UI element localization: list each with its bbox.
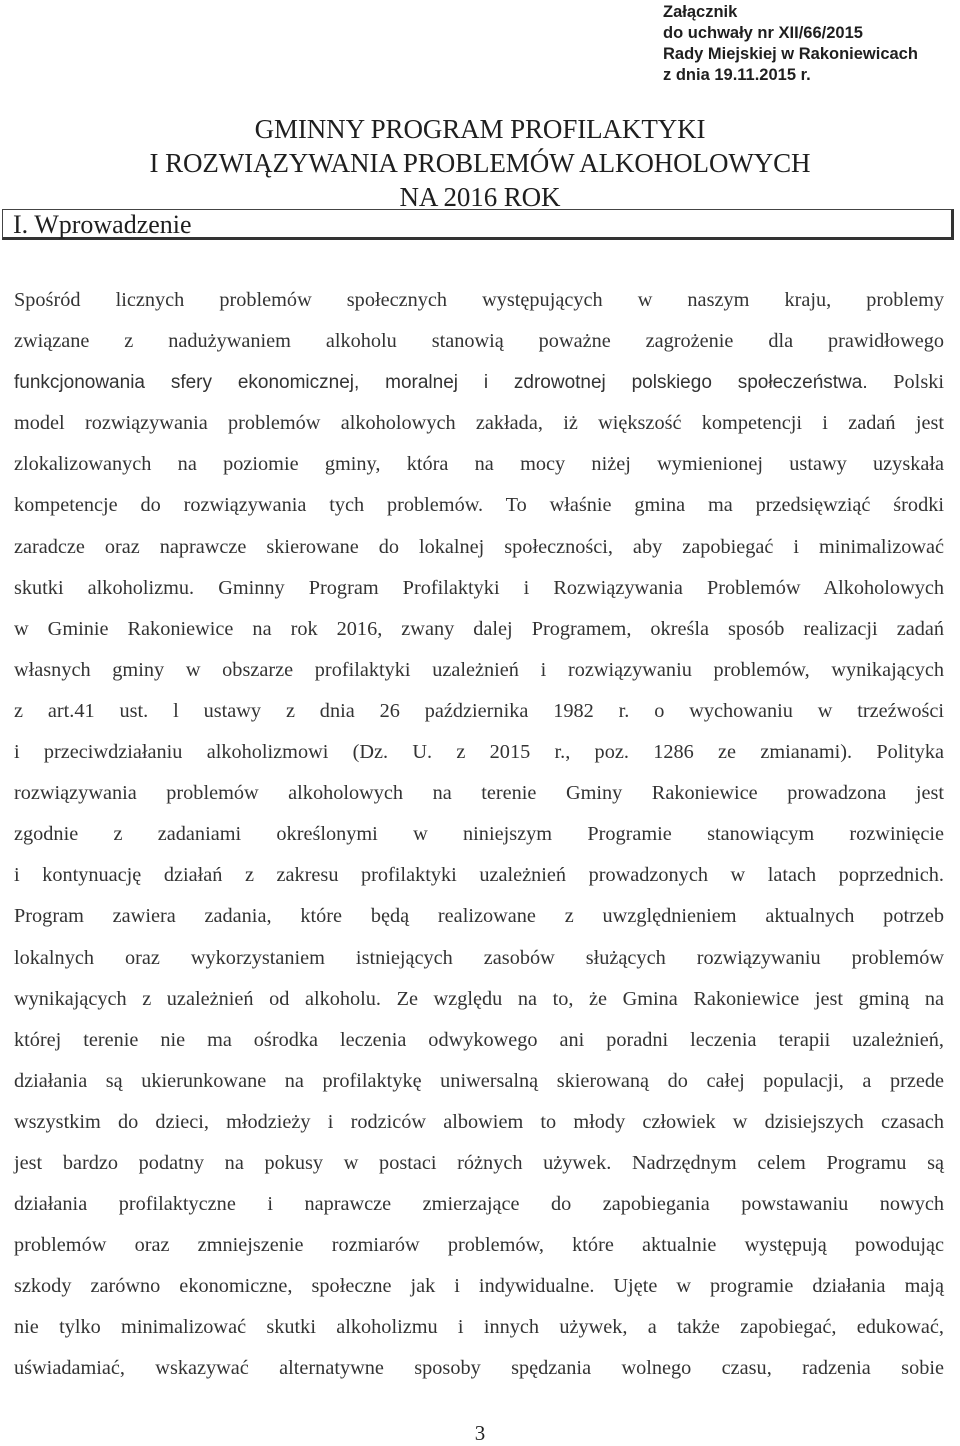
text-line: z art.41 ust. l ustawy z dnia 26 października 1982 r. o wychowaniu w trzeźwości	[14, 699, 944, 722]
text-line: funkcjonowania sfery ekonomicznej, moralnej i zdrowotnej polskiego społeczeństwa. Polski	[14, 371, 944, 394]
document-title	[0, 112, 960, 214]
text-line: której terenie nie ma ośrodka leczenia odwykowego ani poradni leczenia terapii uzależnień,	[14, 1028, 944, 1051]
text-line: uświadamiać, wskazywać alternatywne sposoby spędzania wolnego czasu, radzenia sobie	[14, 1357, 944, 1380]
annex-header	[663, 2, 918, 86]
text-line: problemów oraz zmniejszenie rozmiarów problemów, które aktualnie występują powodując	[14, 1234, 944, 1257]
title-line: NA 2016 ROK	[399, 182, 561, 212]
text-line: działania profilaktyczne i naprawcze zmierzające do zapobiegania powstawaniu nowych	[14, 1193, 944, 1216]
text-line: i kontynuację działań z zakresu profilaktyki uzależnień prowadzonych w latach poprzednich.	[14, 864, 944, 887]
text-line: szkody zarówno ekonomiczne, społeczne jak i indywidualne. Ujęte w programie działania mają	[14, 1275, 944, 1298]
text-line: działania są ukierunkowane na profilaktykę uniwersalną skierowaną do całej populacji, a przede	[14, 1069, 944, 1092]
text-line: Program zawiera zadania, które będą realizowane z uwzględnieniem aktualnych potrzeb	[14, 905, 944, 928]
text-line: zlokalizowanych na poziomie gminy, która na mocy niżej wymienionej ustawy uzyskała	[14, 453, 944, 476]
annex-line: z dnia 19.11.2015 r.	[663, 66, 811, 84]
text-line: zgodnie z zadaniami określonymi w niniejszym Programie stanowiącym rozwinięcie	[14, 823, 944, 846]
page-number: 3	[474, 1421, 486, 1445]
title-line: I ROZWIĄZYWANIA PROBLEMÓW ALKOHOLOWYCH	[149, 148, 811, 178]
annex-line: do uchwały nr XII/66/2015	[663, 24, 863, 42]
text-line: kompetencje do rozwiązywania tych problemów. To właśnie gmina ma przedsięwziąć środki	[14, 494, 944, 517]
text-line: nie tylko minimalizować skutki alkoholizmu i innych używek, a także zapobiegać, edukować,	[14, 1316, 944, 1339]
text-line: wynikających z uzależnień od alkoholu. Ze względu na to, że Gmina Rakoniewice jest gminą na	[14, 987, 944, 1010]
text-line: w Gminie Rakoniewice na rok 2016, zwany dalej Programem, określa sposób realizacji zadań	[14, 617, 944, 640]
text-line: związane z nadużywaniem alkoholu stanowią poważne zagrożenie dla prawidłowego	[14, 330, 944, 353]
annex-line: Załącznik	[663, 3, 738, 21]
text-line: rozwiązywania problemów alkoholowych na terenie Gminy Rakoniewice prowadzona jest	[14, 782, 944, 805]
body-paragraph	[14, 280, 944, 1390]
text-line: model rozwiązywania problemów alkoholowych zakłada, iż większość kompetencji i zadań jest	[14, 412, 944, 435]
section-heading: I. Wprowadzenie	[13, 210, 192, 239]
annex-line: Rady Miejskiej w Rakoniewicach	[663, 45, 918, 63]
text-line: zaradcze oraz naprawcze skierowane do lokalnej społeczności, aby zapobiegać i minimalizować	[14, 535, 944, 558]
text-line: skutki alkoholizmu. Gminny Program Profilaktyki i Rozwiązywania Problemów Alkoholowych	[14, 576, 944, 599]
title-line: GMINNY PROGRAM PROFILAKTYKI	[254, 114, 706, 144]
text-line: i przeciwdziałaniu alkoholizmowi (Dz. U. z 2015 r., poz. 1286 ze zmianami). Polityka	[14, 741, 944, 764]
text-line: Spośród licznych problemów społecznych występujących w naszym kraju, problemy	[14, 289, 944, 311]
text-line: lokalnych oraz wykorzystaniem istniejących zasobów służących rozwiązywaniu problemów	[14, 946, 944, 969]
text-line: jest bardzo podatny na pokusy w postaci różnych używek. Nadrzędnym celem Programu są	[14, 1151, 944, 1174]
text-line: własnych gminy w obszarze profilaktyki uzależnień i rozwiązywaniu problemów, wynikających	[14, 658, 944, 681]
text-line: wszystkim do dzieci, młodzieży i rodziców albowiem to młody człowiek w dzisiejszych czasach	[14, 1110, 944, 1133]
